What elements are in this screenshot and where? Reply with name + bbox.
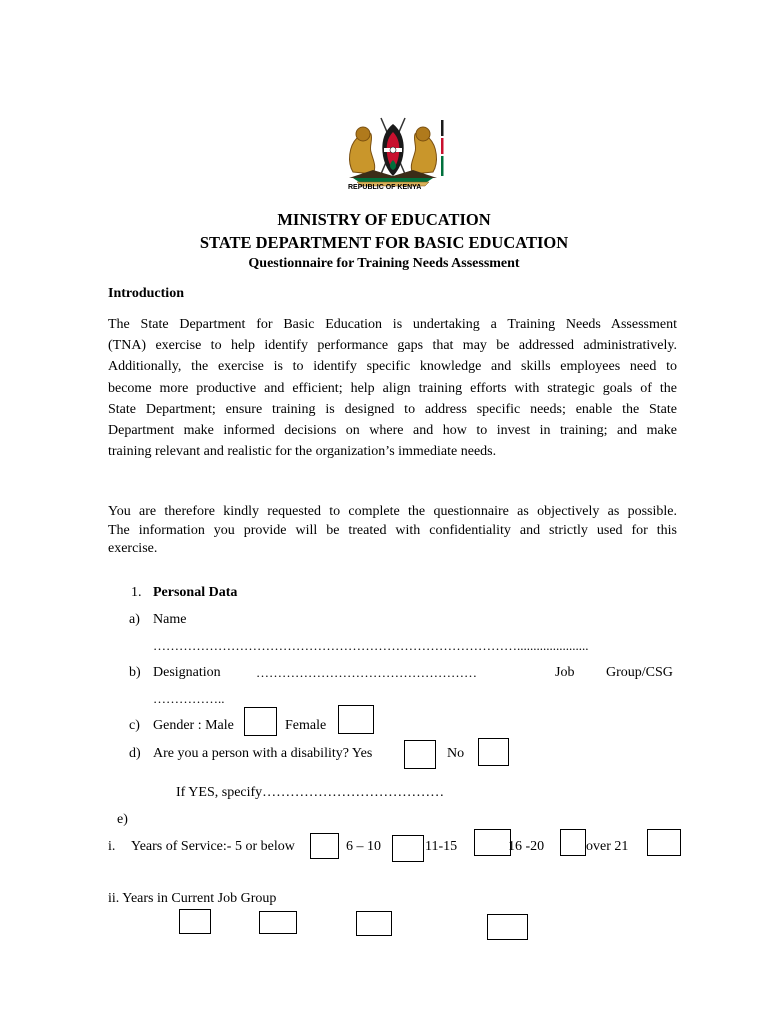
current-group-checkbox-4[interactable]: [487, 914, 528, 940]
item-a-label: a): [129, 612, 140, 627]
disability-no-label: No: [447, 746, 465, 761]
intro-line: training relevant and realistic for the organization’s immediate needs.: [108, 444, 497, 460]
gender-male-checkbox[interactable]: [244, 707, 277, 736]
years-of-service-label: Years of Service:- 5 or below: [131, 839, 295, 854]
intro-line: State Department; ensure training is designed to address specific needs; enable the State: [108, 401, 677, 417]
section-title: Personal Data: [153, 585, 238, 600]
current-group-checkbox-1[interactable]: [179, 909, 211, 934]
service-over-21-label: over 21: [586, 839, 629, 854]
service-16-20-label: 16 -20: [508, 839, 545, 854]
introduction-heading: Introduction: [108, 286, 184, 301]
gender-male-label: Gender : Male: [153, 718, 234, 733]
request-line: The information you provide will be treated with confidentiality and strictly used for this: [108, 522, 677, 538]
department-title: STATE DEPARTMENT FOR BASIC EDUCATION: [199, 233, 569, 252]
request-line: exercise.: [108, 541, 158, 556]
disability-yes-checkbox[interactable]: [404, 740, 436, 769]
coat-of-arms-logo: [343, 112, 453, 196]
current-group-checkbox-3[interactable]: [356, 911, 392, 936]
intro-line: Department make informed decisions on where and how to invest in training; and make: [108, 423, 677, 439]
service-6-10-checkbox[interactable]: [392, 835, 424, 862]
item-c-label: c): [129, 718, 140, 733]
service-16-20-checkbox[interactable]: [560, 829, 586, 856]
disability-label: Are you a person with a disability? Yes: [153, 746, 373, 761]
ministry-title: MINISTRY OF EDUCATION: [277, 210, 491, 229]
designation-label: Designation: [153, 665, 221, 680]
disability-no-checkbox[interactable]: [478, 738, 509, 766]
intro-line: Additionally, the exercise is to identify specific knowledge and skills employees need to: [108, 359, 677, 375]
job-label: Job: [555, 665, 575, 680]
group-label: Group/CSG: [606, 665, 673, 680]
coat-of-arms-caption: REPUBLIC OF KENYA: [348, 184, 422, 191]
section-number: 1.: [131, 585, 142, 600]
item-d-label: d): [129, 746, 141, 761]
request-line: You are therefore kindly requested to complete the questionnaire as objectively as possible.: [108, 504, 677, 519]
intro-line: The State Department for Basic Education is undertaking a Training Needs Assessment: [108, 317, 677, 332]
gender-female-label: Female: [285, 718, 327, 733]
current-group-checkbox-2[interactable]: [259, 911, 297, 934]
designation-field[interactable]: ……………………………………………: [256, 665, 477, 680]
intro-line: become more productive and efficient; help align training efforts with strategic goals of the: [108, 380, 677, 396]
job-group-field[interactable]: ……………..: [153, 691, 225, 706]
service-roman-label: i.: [108, 839, 116, 854]
name-field[interactable]: …………………………………………………………………………......................: [153, 638, 589, 653]
introduction-paragraph: [108, 314, 677, 462]
questionnaire-subtitle: Questionnaire for Training Needs Assessment: [248, 256, 520, 271]
service-11-15-checkbox[interactable]: [474, 829, 511, 856]
current-job-group-label: ii. Years in Current Job Group: [108, 891, 277, 906]
disability-specify-field[interactable]: If YES, specify…………………………………: [176, 785, 445, 800]
service-11-15-label: 11-15: [425, 839, 458, 854]
item-b-label: b): [129, 665, 141, 680]
intro-line: (TNA) exercise to help identify performance gaps that may be addressed administratively.: [108, 338, 677, 354]
service-6-10-label: 6 – 10: [346, 839, 381, 854]
name-label: Name: [153, 612, 187, 627]
request-paragraph: [108, 503, 677, 559]
gender-female-checkbox[interactable]: [338, 705, 374, 734]
service-over-21-checkbox[interactable]: [647, 829, 681, 856]
item-e-label: e): [117, 812, 128, 827]
service-5-or-below-checkbox[interactable]: [310, 833, 339, 859]
